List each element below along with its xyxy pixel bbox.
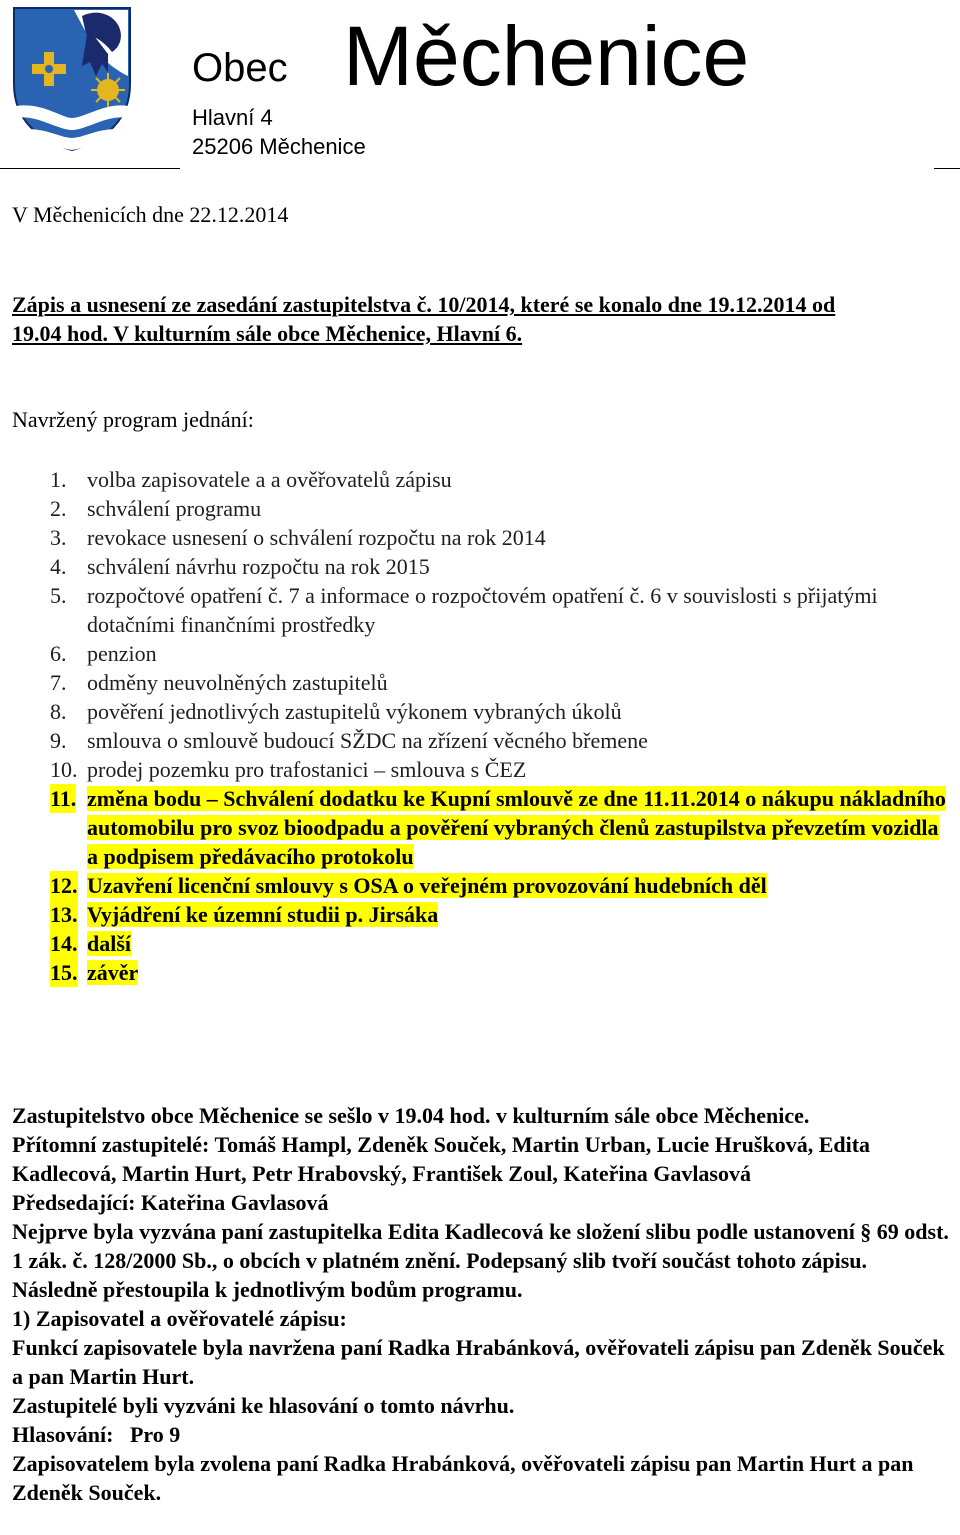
agenda-item xyxy=(12,697,947,726)
agenda-item-number: 10. xyxy=(50,757,78,782)
agenda-item-number: 13. xyxy=(50,902,78,927)
agenda-item xyxy=(12,523,947,552)
agenda-item-number: 15. xyxy=(50,960,78,985)
agenda-item-number: 2. xyxy=(50,496,67,521)
oath-paragraph: Nejprve byla vyzvána paní zastupitelka Edita Kadlecová ke složení slibu podle ustanovení § 69 odst. 1 zák. č. 128/2000 Sb., o obcích v platném znění. Podepsaný slib tvoří součást tohoto zápisu. xyxy=(12,1219,949,1273)
election-result: Zapisovatelem byla zvolena paní Radka Hrabánková, ověřovateli zápisu pan Martin Hurt a pan Zdeněk Souček. xyxy=(12,1451,914,1505)
agenda-item-number: 5. xyxy=(50,583,67,608)
agenda-item-number: 9. xyxy=(50,728,67,753)
header-rule-right xyxy=(934,168,960,169)
program-heading: Navržený program jednání: xyxy=(12,407,254,432)
agenda-item-highlighted xyxy=(12,871,947,900)
agenda-item-text: závěr xyxy=(87,960,139,985)
agenda-item-highlighted xyxy=(12,958,947,987)
agenda-item-number: 8. xyxy=(50,699,67,724)
agenda-list xyxy=(12,465,947,987)
agenda-item-text: rozpočtové opatření č. 7 a informace o rozpočtovém opatření č. 6 v souvislosti s přijatými dotačními finančními prostředky xyxy=(87,583,878,637)
title-line-2: 19.04 hod. V kulturním sále obce Měchenice, Hlavní 6. xyxy=(12,321,523,346)
section-heading: 1) Zapisovatel a ověřovatelé zápisu: xyxy=(12,1306,347,1331)
header-obec: Obec xyxy=(192,46,288,90)
agenda-item-text: odměny neuvolněných zastupitelů xyxy=(87,670,388,695)
agenda-item xyxy=(12,755,947,784)
agenda-item-highlighted xyxy=(12,784,947,871)
agenda-item xyxy=(12,465,947,494)
present-members: Přítomní zastupitelé: Tomáš Hampl, Zdeněk Souček, Martin Urban, Lucie Hrušková, Edita Kadlecová, Martin Hurt, Petr Hrabovský, František Zoul, Kateřina Gavlasová xyxy=(12,1132,871,1186)
agenda-item-text: prodej pozemku pro trafostanici – smlouva s ČEZ xyxy=(87,757,527,782)
agenda-item-text: Vyjádření ke územní studii p. Jirsáka xyxy=(87,902,439,927)
agenda-item-highlighted xyxy=(12,900,947,929)
agenda-item xyxy=(12,494,947,523)
agenda-item xyxy=(12,726,947,755)
agenda-item-text: revokace usnesení o schválení rozpočtu na rok 2014 xyxy=(87,525,546,550)
vote-result: Hlasování: Pro 9 xyxy=(12,1422,181,1447)
header-address-city: 25206 Měchenice xyxy=(192,134,366,159)
agenda-item xyxy=(12,552,947,581)
agenda-item-number: 7. xyxy=(50,670,67,695)
agenda-item-text: pověření jednotlivých zastupitelů výkonem vybraných úkolů xyxy=(87,699,622,724)
agenda-item xyxy=(12,668,947,697)
agenda-item-number: 4. xyxy=(50,554,67,579)
agenda-item-number: 12. xyxy=(50,873,78,898)
document-title xyxy=(12,290,956,348)
agenda-item-number: 14. xyxy=(50,931,78,956)
header-town-name: Měchenice xyxy=(343,9,750,103)
agenda-item-text: změna bodu – Schválení dodatku ke Kupní smlouvě ze dne 11.11.2014 o nákupu nákladního automobilu pro svoz bioodpadu a pověření vybraných členů zastupilstva převzetím vozidla a podpisem předávacího protokolu xyxy=(87,786,946,869)
agenda-item-number: 1. xyxy=(50,467,67,492)
transition-paragraph: Následně přestoupila k jednotlivým bodům programu. xyxy=(12,1277,523,1302)
agenda-item-text: další xyxy=(87,931,132,956)
agenda-item-text: smlouva o smlouvě budoucí SŽDC na zřízení věcného břemene xyxy=(87,728,648,753)
agenda-item-highlighted xyxy=(12,929,947,958)
agenda-item-text: schválení návrhu rozpočtu na rok 2015 xyxy=(87,554,430,579)
agenda-item xyxy=(12,581,947,639)
agenda-item-number: 3. xyxy=(50,525,67,550)
agenda-item xyxy=(12,639,947,668)
agenda-item-text: schválení programu xyxy=(87,496,262,521)
agenda-item-number: 6. xyxy=(50,641,67,666)
title-line-1: Zápis a usnesení ze zasedání zastupitelstva č. 10/2014, které se konalo dne 19.12.2014 od xyxy=(12,292,836,317)
municipal-coat-of-arms-icon xyxy=(12,6,132,152)
meeting-opening: Zastupitelstvo obce Měchenice se sešlo v 19.04 hod. v kulturním sále obce Měchenice. xyxy=(12,1103,810,1128)
header-rule-left xyxy=(0,168,180,169)
agenda-item-text: penzion xyxy=(87,641,157,666)
minutes-body xyxy=(12,1101,952,1507)
agenda-item-number: 11. xyxy=(50,786,77,811)
vote-call: Zastupitelé byli vyzváni ke hlasování o tomto návrhu. xyxy=(12,1393,515,1418)
agenda-item-text: Uzavření licenční smlouvy s OSA o veřejném provozování hudebních děl xyxy=(87,873,767,898)
chairperson: Předsedající: Kateřina Gavlasová xyxy=(12,1190,329,1215)
document-date: V Měchenicích dne 22.12.2014 xyxy=(12,202,289,227)
header-address-street: Hlavní 4 xyxy=(192,105,273,130)
agenda-item-text: volba zapisovatele a a ověřovatelů zápisu xyxy=(87,467,452,492)
proposal-paragraph: Funkcí zapisovatele byla navržena paní Radka Hrabánková, ověřovateli zápisu pan Zdeněk Souček a pan Martin Hurt. xyxy=(12,1335,945,1389)
